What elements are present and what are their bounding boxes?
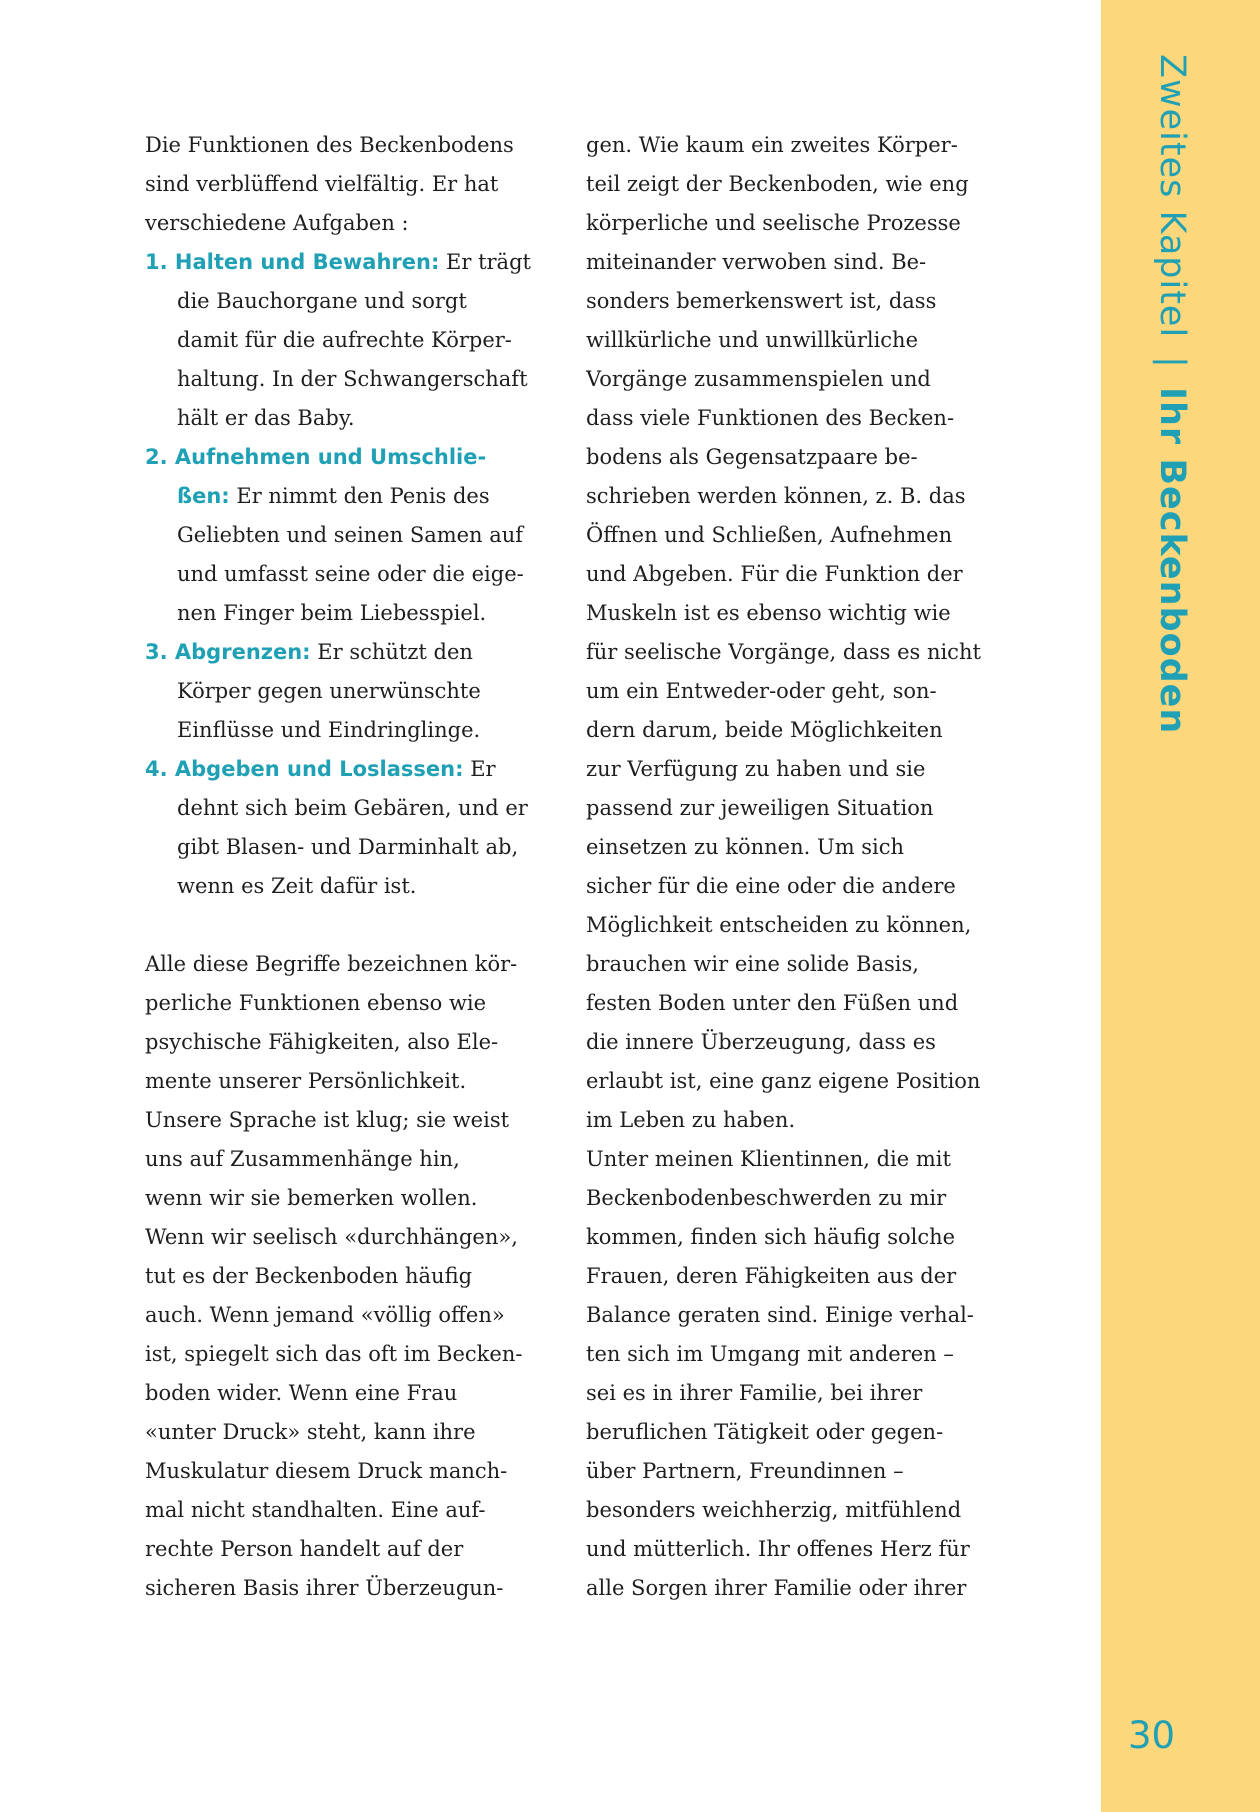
text-line: Beckenbodenbeschwerden zu mir [586,1186,947,1210]
text-line: tut es der Beckenboden häufig [145,1264,473,1288]
text-line: festen Boden unter den Füßen und [586,991,959,1015]
chapter-separator: | [1152,356,1192,369]
text-line: sei es in ihrer Familie, bei ihrer [586,1381,923,1405]
text-line: boden wider. Wenn eine Frau [145,1381,458,1405]
text-line: Möglichkeit entscheiden zu können, [586,913,972,937]
text-line: besonders weichherzig, mitfühlend [586,1498,962,1522]
text-line: und mütterlich. Ihr offenes Herz für [586,1537,970,1561]
text-line: teil zeigt der Beckenboden, wie eng [586,172,969,196]
text-line: rechte Person handelt auf der [145,1537,464,1561]
text-line: gen. Wie kaum ein zweites Körper- [586,133,958,157]
text-line: dehnt sich beim Gebären, und er [177,796,528,820]
text-line: Unter meinen Klientinnen, die mit [586,1147,951,1171]
list-item-heading: 3. Abgrenzen: [145,640,311,664]
chapter-heading [1152,54,1192,734]
text-line: körperliche und seelische Prozesse [586,211,961,235]
text-line: und Abgeben. Für die Funktion der [586,562,963,586]
text-line: sicheren Basis ihrer Überzeugun- [145,1576,504,1600]
text-line: damit für die aufrechte Körper- [177,328,512,352]
text-line: für seelische Vorgänge, dass es nicht [586,640,981,664]
text-line: Wenn wir seelisch «durchhängen», [145,1225,518,1249]
function-list-item [145,243,565,438]
text-line: mal nicht standhalten. Eine auf- [145,1498,486,1522]
text-line: willkürliche und unwillkürliche [586,328,919,352]
text-line: Balance geraten sind. Einige verhal- [586,1303,974,1327]
text-line: hält er das Baby. [177,406,355,430]
text-line: uns auf Zusammenhänge hin, [145,1147,460,1171]
text-line: Einflüsse und Eindringlinge. [177,718,481,742]
text-line: bodens als Gegensatzpaare be- [586,445,918,469]
text-line: Die Funktionen des Beckenbodens [145,133,514,157]
text-line: beruflichen Tätigkeit oder gegen- [586,1420,944,1444]
text-line: wenn wir sie bemerken wollen. [145,1186,478,1210]
text-line: perliche Funktionen ebenso wie [145,991,487,1015]
text-line: Öffnen und Schließen, Aufnehmen [586,523,953,547]
text-line: miteinander verwoben sind. Be- [586,250,927,274]
text-line: auch. Wenn jemand «völlig offen» [145,1303,505,1327]
text-line: die innere Überzeugung, dass es [586,1030,936,1054]
text-line: erlaubt ist, eine ganz eigene Position [586,1069,981,1093]
text-line: sicher für die eine oder die andere [586,874,956,898]
chapter-title: Ihr Beckenboden [1152,386,1192,735]
list-item-first-line [145,243,565,282]
text-line: die Bauchorgane und sorgt [177,289,467,313]
text-line: gibt Blasen- und Darminhalt ab, [177,835,519,859]
function-list-item [145,438,565,633]
list-item-text: Er schützt den [310,640,473,664]
text-line: alle Sorgen ihrer Familie oder ihrer [586,1576,967,1600]
text-line: passend zur jeweiligen Situation [586,796,934,820]
text-line: sind verblüffend vielfältig. Er hat [145,172,499,196]
list-item-heading: 4. Abgeben und Loslassen: [145,757,464,781]
text-line: brauchen wir eine solide Basis, [586,952,919,976]
text-line: über Partnern, Freundinnen – [586,1459,904,1483]
text-line: kommen, finden sich häufig solche [586,1225,956,1249]
list-item-heading: 2. Aufnehmen und Umschlie- [145,445,487,469]
right-column [586,126,1006,1608]
list-item-heading: 1. Halten und Bewahren: [145,250,440,274]
text-line: sonders bemerkenswert ist, dass [586,289,937,313]
list-item-first-line [145,633,565,672]
chapter-label: Zweites Kapitel [1152,54,1192,339]
text-line: ten sich im Umgang mit anderen – [586,1342,954,1366]
text-line: Frauen, deren Fähigkeiten aus der [586,1264,957,1288]
list-item-first-line [145,750,565,789]
list-item-text: Er nimmt den Penis des [229,484,490,508]
function-list-item [145,750,565,906]
list-item-first-line [145,477,565,516]
text-line: schrieben werden können, z. B. das [586,484,966,508]
text-line: Unsere Sprache ist klug; sie weist [145,1108,510,1132]
list-item-text: Er trägt [439,250,531,274]
text-line: nen Finger beim Liebesspiel. [177,601,487,625]
text-line: zur Verfügung zu haben und sie [586,757,926,781]
text-line: haltung. In der Schwangerschaft [177,367,528,391]
text-line: Geliebten und seinen Samen auf [177,523,524,547]
text-line: Vorgänge zusammenspielen und [586,367,931,391]
function-list-item [145,633,565,750]
text-line: verschiedene Aufgaben : [145,211,409,235]
text-line: mente unserer Persönlichkeit. [145,1069,467,1093]
text-line: und umfasst seine oder die eige- [177,562,524,586]
text-line: um ein Entweder-oder geht, son- [586,679,937,703]
list-item-heading: ßen: [177,484,230,508]
text-line: dern darum, beide Möglichkeiten [586,718,943,742]
text-line: Körper gegen unerwünschte [177,679,481,703]
text-line: einsetzen zu können. Um sich [586,835,905,859]
text-line: Muskeln ist es ebenso wichtig wie [586,601,951,625]
list-item-text: Er [463,757,496,781]
text-line: ist, spiegelt sich das oft im Becken- [145,1342,523,1366]
text-line: wenn es Zeit dafür ist. [177,874,417,898]
body-paragraph [145,945,565,1608]
text-line: Alle diese Begriffe bezeichnen kör- [145,952,518,976]
text-line: Muskulatur diesem Druck manch- [145,1459,508,1483]
text-line: psychische Fähigkeiten, also Ele- [145,1030,499,1054]
intro-paragraph [145,126,565,243]
left-column [145,126,565,1608]
text-line: im Leben zu haben. [586,1108,796,1132]
page-number: 30 [1128,1714,1176,1757]
text-line: «unter Druck» steht, kann ihre [145,1420,476,1444]
paragraph-gap [145,906,565,945]
text-line: dass viele Funktionen des Becken- [586,406,955,430]
